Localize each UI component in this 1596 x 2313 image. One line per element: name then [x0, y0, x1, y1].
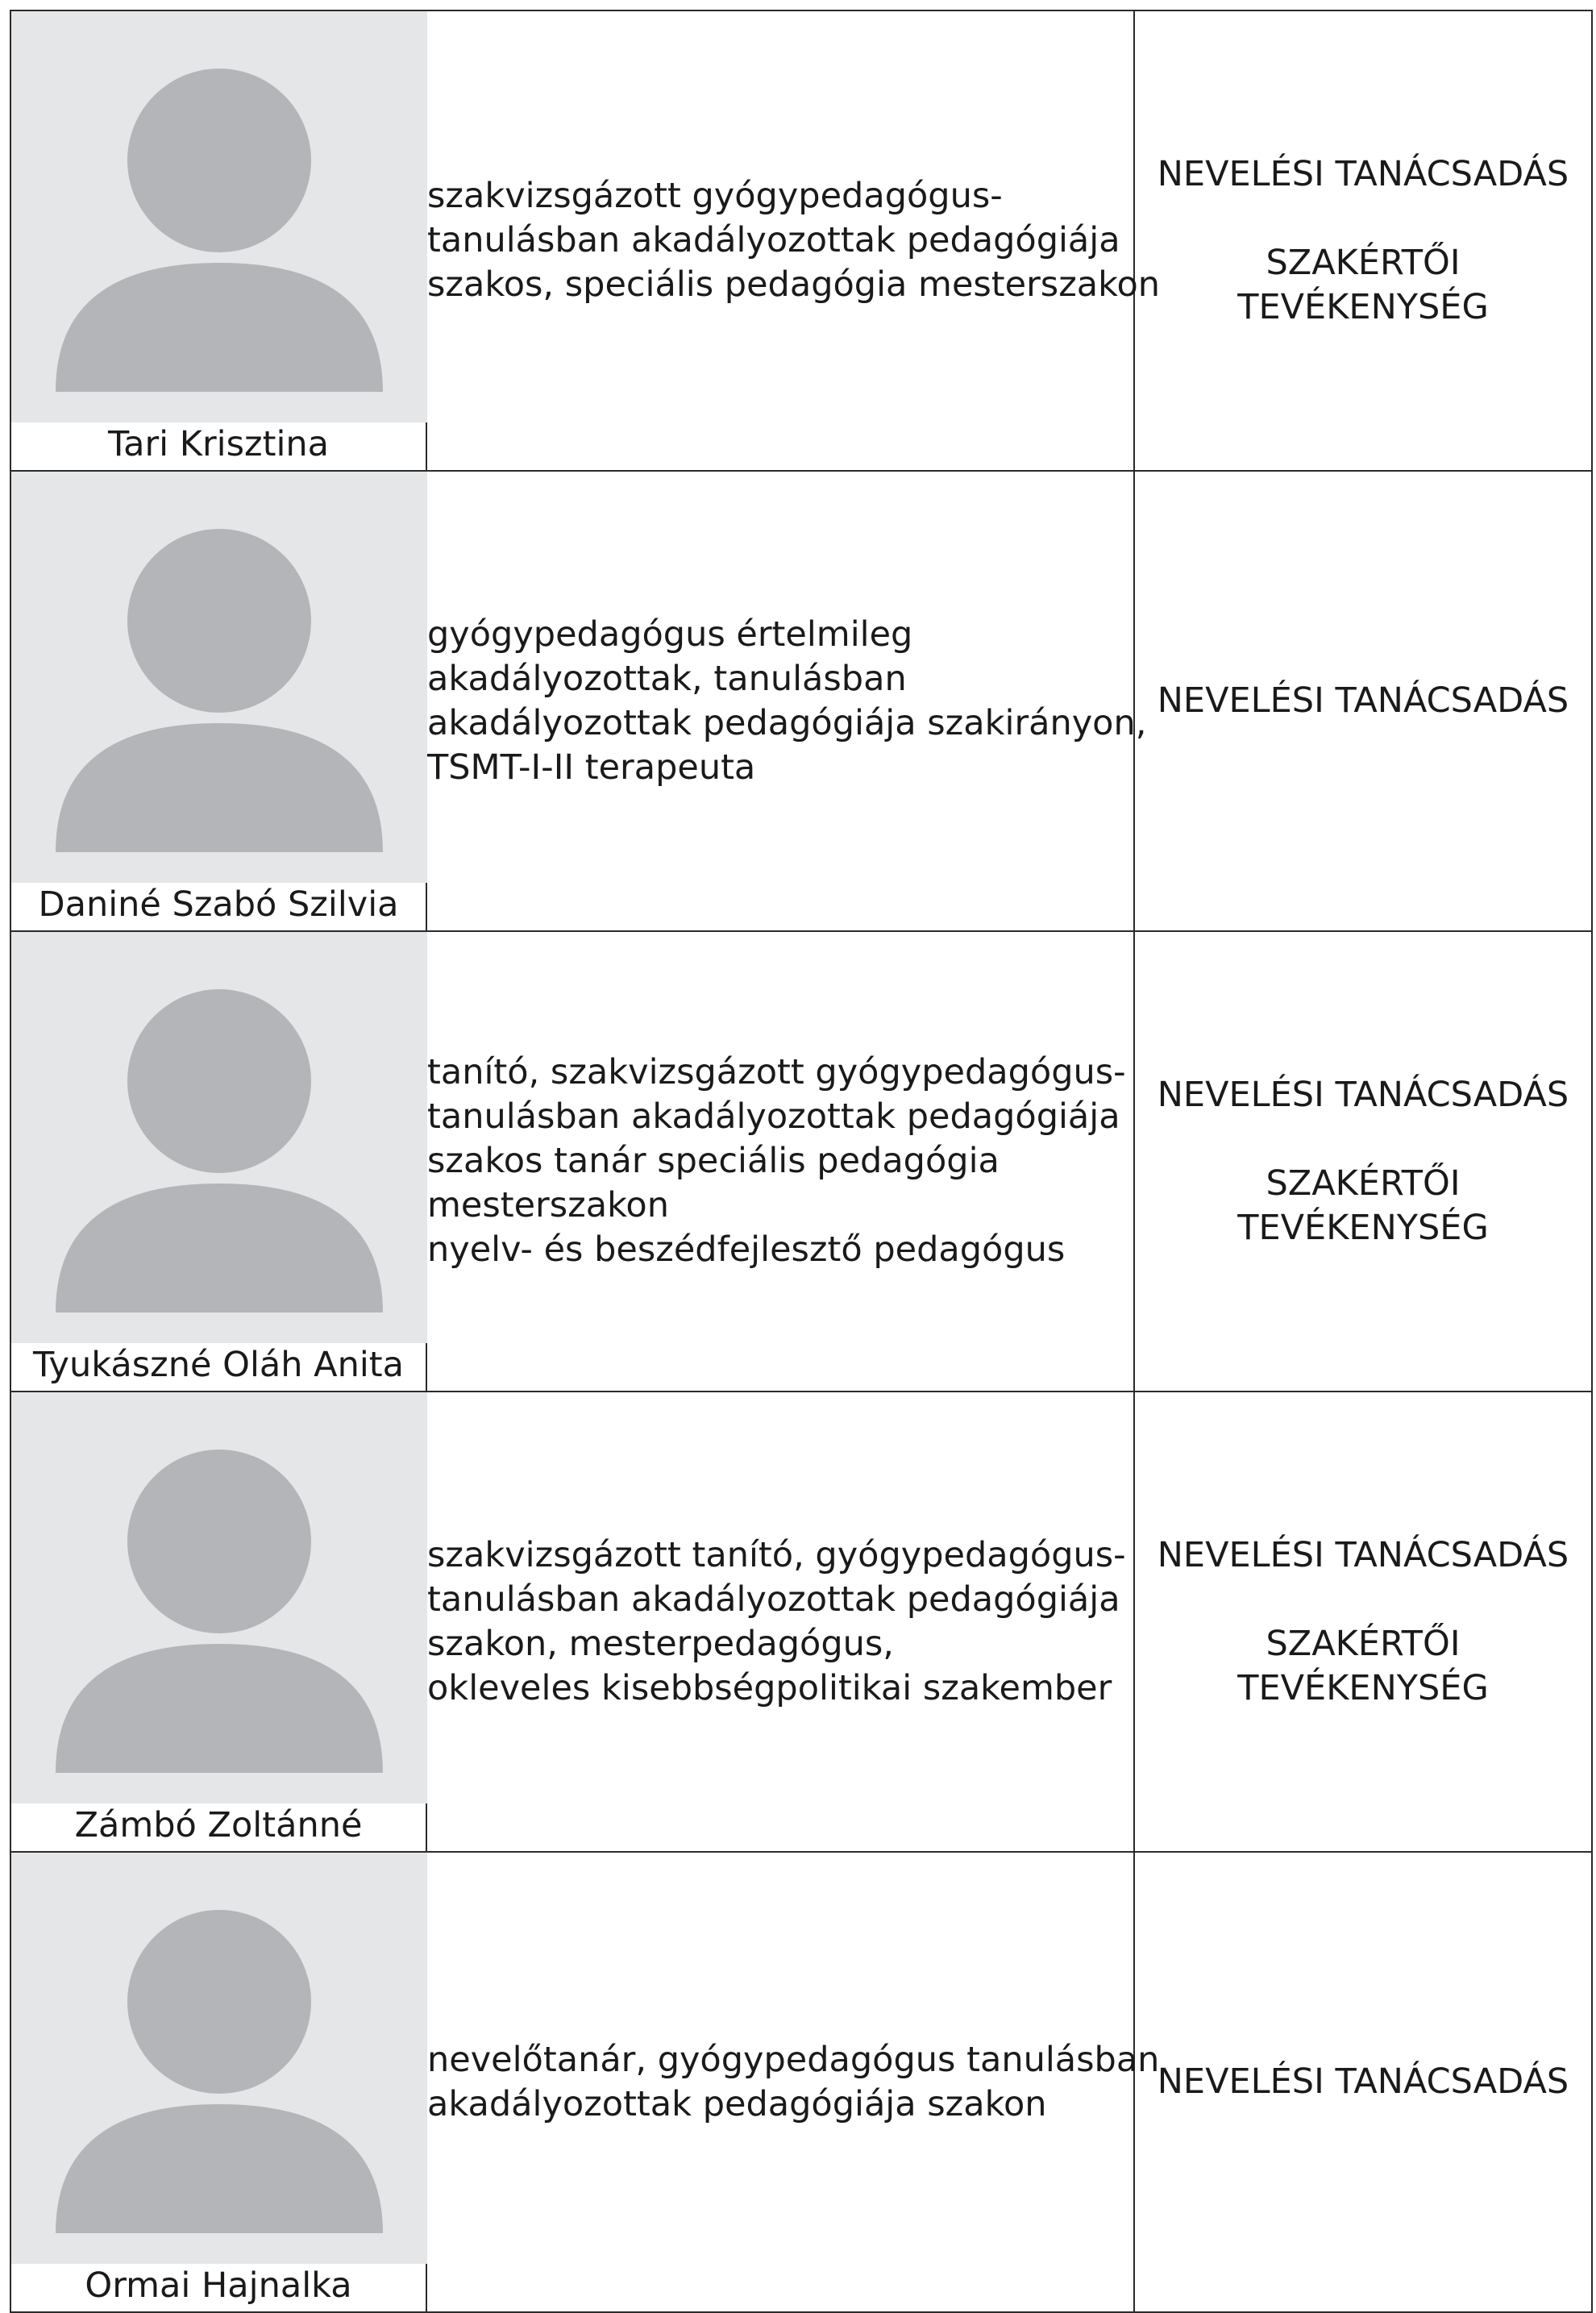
qualification-line: tanulásban akadályozottak pedagógiája	[427, 220, 1120, 260]
qualification-line: szakon, mesterpedagógus,	[427, 1623, 894, 1664]
qualification-line: nevelőtanár, gyógypedagógus tanulásban	[427, 2039, 1160, 2080]
person-name: Tari Krisztina	[108, 424, 329, 464]
qualification-line: tanulásban akadályozottak pedagógiája	[427, 1579, 1120, 1620]
role-line: SZAKÉRTŐI	[1266, 1163, 1461, 1204]
photo-cell	[10, 1852, 426, 2312]
avatar	[11, 932, 427, 1343]
qualification-line: tanító, szakvizsgázott gyógypedagógus-	[427, 1052, 1126, 1092]
qualification-line: mesterszakon	[427, 1185, 669, 1225]
person-name: Daniné Szabó Szilvia	[38, 884, 399, 925]
qualification-line: szakos tanár speciális pedagógia	[427, 1141, 1000, 1181]
role-line: NEVELÉSI TANÁCSADÁS	[1157, 1074, 1569, 1115]
roles-cell	[1134, 10, 1592, 471]
qualification-line: akadályozottak pedagógiája szakon	[427, 2083, 1047, 2124]
qualification-line: gyógypedagógus értelmileg	[427, 614, 913, 655]
roles-cell	[1134, 471, 1592, 931]
role-spacer	[1135, 197, 1591, 241]
qualifications-cell	[426, 10, 1161, 471]
qualification-line: okleveles kisebbségpolitikai szakember	[427, 1667, 1112, 1708]
person-name: Tyukászné Oláh Anita	[32, 1345, 404, 1385]
role-line: TEVÉKENYSÉG	[1237, 1207, 1489, 1248]
person-silhouette-icon	[11, 11, 427, 422]
qualification-line: akadályozottak, tanulásban	[427, 658, 907, 699]
qualification-line: akadályozottak pedagógiája szakirányon,	[427, 702, 1147, 743]
person-name: Ormai Hajnalka	[85, 2265, 352, 2306]
staff-row	[10, 1852, 1592, 2312]
staff-row	[10, 471, 1592, 931]
qualification-line: szakos, speciális pedagógia mesterszakon	[427, 264, 1161, 305]
qualifications-cell	[426, 1852, 1160, 2312]
person-name: Zámbó Zoltánné	[74, 1805, 363, 1845]
photo-cell	[10, 471, 426, 931]
qualification-line: nyelv- és beszédfejlesztő pedagógus	[427, 1229, 1066, 1270]
qualification-line: TSMT-I-II terapeuta	[427, 747, 756, 788]
roles-cell	[1134, 1392, 1592, 1852]
avatar	[11, 1853, 427, 2264]
avatar	[11, 11, 427, 422]
qualification-line: tanulásban akadályozottak pedagógiája	[427, 1096, 1120, 1137]
role-line: NEVELÉSI TANÁCSADÁS	[1157, 680, 1569, 721]
roles-cell	[1134, 931, 1592, 1392]
qualification-line: szakvizsgázott tanító, gyógypedagógus-	[427, 1534, 1126, 1575]
photo-cell	[10, 931, 426, 1392]
avatar	[11, 472, 427, 883]
person-silhouette-icon	[11, 1392, 427, 1803]
photo-cell	[10, 1392, 426, 1852]
role-line: SZAKÉRTŐI	[1266, 1623, 1461, 1664]
role-line: NEVELÉSI TANÁCSADÁS	[1157, 2061, 1569, 2102]
qualifications-cell	[426, 471, 1147, 931]
person-silhouette-icon	[11, 1853, 427, 2264]
role-spacer	[1135, 1578, 1591, 1622]
role-line: TEVÉKENYSÉG	[1237, 1667, 1489, 1708]
staff-row	[10, 1392, 1592, 1852]
avatar	[11, 1392, 427, 1803]
qualifications-cell	[426, 931, 1134, 1392]
role-spacer	[1135, 1117, 1591, 1162]
role-line: NEVELÉSI TANÁCSADÁS	[1157, 153, 1569, 194]
role-line: TEVÉKENYSÉG	[1237, 286, 1489, 327]
qualification-line: szakvizsgázott gyógypedagógus-	[427, 176, 1003, 216]
role-line: NEVELÉSI TANÁCSADÁS	[1157, 1534, 1569, 1575]
roles-cell	[1134, 1852, 1592, 2312]
staff-table	[10, 10, 1593, 2313]
staff-table-body	[10, 10, 1592, 2312]
staff-row	[10, 931, 1592, 1392]
person-silhouette-icon	[11, 932, 427, 1343]
qualifications-cell	[426, 1392, 1134, 1852]
photo-cell	[10, 10, 426, 471]
person-silhouette-icon	[11, 472, 427, 883]
role-line: SZAKÉRTŐI	[1266, 242, 1461, 283]
staff-row	[10, 10, 1592, 471]
